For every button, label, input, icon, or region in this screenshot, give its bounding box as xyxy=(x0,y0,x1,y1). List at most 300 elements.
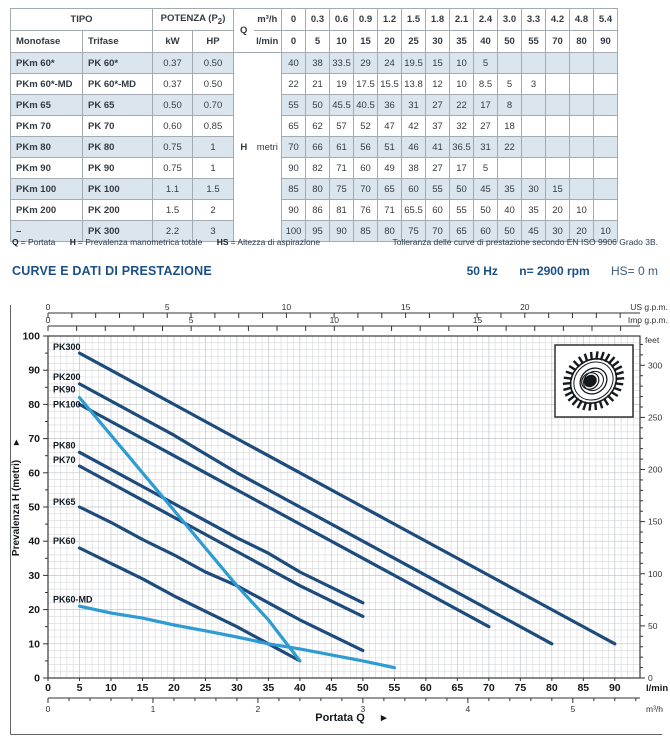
legend-item-h: H = Prevalenza manometrica totale xyxy=(69,237,203,247)
h-value-cell: 27 xyxy=(426,95,450,116)
flow-lmin-header: 70 xyxy=(546,31,570,53)
h-value-cell: 60 xyxy=(402,179,426,200)
kw-value: 0.37 xyxy=(153,74,193,95)
h-value-cell: 86 xyxy=(306,200,330,221)
performance-chart xyxy=(0,293,670,740)
svg-text:85: 85 xyxy=(577,682,590,694)
right-axis-feet xyxy=(640,335,662,683)
h-value-cell: 81 xyxy=(330,200,354,221)
trifase-model: PK 100 xyxy=(83,179,153,200)
legend-bar xyxy=(12,237,658,247)
svg-text:100: 100 xyxy=(648,568,663,579)
monofase-header: Monofase xyxy=(11,31,83,53)
flow-m3h-header: 1.8 xyxy=(426,9,450,31)
h-value-cell xyxy=(546,116,570,137)
flow-m3h-header: 1.5 xyxy=(402,9,426,31)
svg-text:25: 25 xyxy=(199,682,212,694)
h-value-cell: 40.5 xyxy=(354,95,378,116)
svg-text:35: 35 xyxy=(262,682,275,694)
pump-curves xyxy=(80,353,615,668)
monofase-model: PKm 60* xyxy=(11,53,83,74)
h-value-cell: 60 xyxy=(474,221,498,242)
svg-text:70: 70 xyxy=(483,682,495,694)
q-symbol: Q xyxy=(234,9,254,53)
suction-head-label: HS= 0 m xyxy=(610,264,658,278)
h-value-cell xyxy=(594,116,618,137)
tolerance-note: Tolleranza delle curve di prestazione secondo EN ISO 9906 Grado 3B. xyxy=(392,237,658,247)
metri-unit-label: metri xyxy=(254,53,282,242)
svg-text:20: 20 xyxy=(520,302,530,312)
pump-data-table xyxy=(10,8,618,242)
h-value-cell: 65 xyxy=(450,221,474,242)
h-value-cell: 90 xyxy=(330,221,354,242)
h-value-cell: 22 xyxy=(498,137,522,158)
h-value-cell: 45 xyxy=(474,179,498,200)
flow-m3h-header: 2.1 xyxy=(450,9,474,31)
monofase-model: PKm 80 xyxy=(11,137,83,158)
h-value-cell: 13.8 xyxy=(402,74,426,95)
hp-value: 0.50 xyxy=(193,74,234,95)
h-value-cell: 71 xyxy=(330,158,354,179)
flow-m3h-header: 0.9 xyxy=(354,9,378,31)
h-value-cell: 19.5 xyxy=(402,53,426,74)
bottom-axis-lmin xyxy=(45,678,668,694)
svg-text:Imp g.p.m.: Imp g.p.m. xyxy=(627,315,668,325)
h-value-cell: 12 xyxy=(426,74,450,95)
svg-text:0: 0 xyxy=(648,673,653,683)
h-value-cell xyxy=(546,158,570,179)
curve-label-PK60: PK60 xyxy=(53,536,76,547)
hp-value: 0.70 xyxy=(193,95,234,116)
svg-text:0: 0 xyxy=(45,682,51,694)
h-value-cell: 20 xyxy=(546,200,570,221)
h-value-cell: 10 xyxy=(450,53,474,74)
trifase-model: PK 60*-MD xyxy=(83,74,153,95)
h-value-cell: 75 xyxy=(402,221,426,242)
flow-lmin-header: 80 xyxy=(570,31,594,53)
curve-PK100 xyxy=(80,404,489,626)
table-row xyxy=(11,53,618,74)
table-row xyxy=(11,158,618,179)
flow-lmin-header: 35 xyxy=(450,31,474,53)
h-value-cell: 32 xyxy=(450,116,474,137)
legend-item-hs: HS = Altezza di aspirazione xyxy=(216,237,321,247)
curve-label-PK200: PK200 xyxy=(53,372,81,383)
monofase-model: PKm 200 xyxy=(11,200,83,221)
trifase-model: PK 90 xyxy=(83,158,153,179)
svg-text:100: 100 xyxy=(22,330,40,343)
h-value-cell: 17 xyxy=(450,158,474,179)
h-value-cell: 10 xyxy=(594,221,618,242)
flow-lmin-header: 0 xyxy=(282,31,306,53)
svg-text:2: 2 xyxy=(255,704,261,714)
h-value-cell: 71 xyxy=(378,200,402,221)
h-value-cell: 3 xyxy=(522,74,546,95)
svg-text:90: 90 xyxy=(28,364,40,377)
trifase-model: PK 80 xyxy=(83,137,153,158)
svg-text:US g.p.m.: US g.p.m. xyxy=(630,302,668,312)
h-value-cell: 65 xyxy=(282,116,306,137)
h-value-cell xyxy=(522,137,546,158)
h-value-cell xyxy=(594,53,618,74)
h-value-cell: 50 xyxy=(498,221,522,242)
h-value-cell: 75 xyxy=(330,179,354,200)
h-value-cell: 85 xyxy=(354,221,378,242)
table-row xyxy=(11,74,618,95)
h-value-cell: 95 xyxy=(306,221,330,242)
h-value-cell xyxy=(522,158,546,179)
flow-lmin-header: 50 xyxy=(498,31,522,53)
kw-value: 0.37 xyxy=(153,53,193,74)
table-row xyxy=(11,95,618,116)
kw-value: 0.75 xyxy=(153,137,193,158)
hp-header: HP xyxy=(193,31,234,53)
h-value-cell: 21 xyxy=(306,74,330,95)
svg-text:90: 90 xyxy=(608,682,621,694)
curve-label-PK90: PK90 xyxy=(53,384,76,395)
svg-text:150: 150 xyxy=(648,516,663,527)
h-value-cell xyxy=(570,158,594,179)
flow-lmin-header: 5 xyxy=(306,31,330,53)
h-value-cell: 5 xyxy=(474,53,498,74)
kw-value: 1.5 xyxy=(153,200,193,221)
h-value-cell: 82 xyxy=(306,158,330,179)
curve-label-PK70: PK70 xyxy=(53,454,76,465)
flow-m3h-header: 4.8 xyxy=(570,9,594,31)
h-value-cell xyxy=(522,53,546,74)
table-row xyxy=(11,179,618,200)
table-row xyxy=(11,116,618,137)
h-value-cell xyxy=(522,116,546,137)
svg-text:5: 5 xyxy=(164,302,170,312)
hp-value: 2 xyxy=(193,200,234,221)
h-value-cell xyxy=(498,53,522,74)
h-value-cell: 50 xyxy=(474,200,498,221)
svg-text:50: 50 xyxy=(28,501,40,514)
h-value-cell xyxy=(570,137,594,158)
h-value-cell: 33.5 xyxy=(330,53,354,74)
svg-text:15: 15 xyxy=(400,302,411,312)
h-value-cell xyxy=(546,74,570,95)
svg-text:3: 3 xyxy=(360,704,366,714)
h-value-cell: 35 xyxy=(522,200,546,221)
h-value-cell: 41 xyxy=(426,137,450,158)
h-value-cell: 65.5 xyxy=(402,200,426,221)
h-value-cell xyxy=(570,179,594,200)
monofase-model: PKm 90 xyxy=(11,158,83,179)
flow-lmin-header: 20 xyxy=(378,31,402,53)
h-value-cell: 52 xyxy=(354,116,378,137)
svg-text:75: 75 xyxy=(514,682,527,694)
h-value-cell xyxy=(594,158,618,179)
h-value-cell: 55 xyxy=(282,95,306,116)
section-heading xyxy=(12,264,658,278)
h-value-cell: 61 xyxy=(330,137,354,158)
h-value-cell xyxy=(594,200,618,221)
top-axis-imp-gpm xyxy=(46,315,668,331)
h-value-cell: 17.5 xyxy=(354,74,378,95)
svg-text:1: 1 xyxy=(150,704,156,714)
chart-grid xyxy=(48,336,640,678)
h-value-cell: 45 xyxy=(522,221,546,242)
svg-text:10: 10 xyxy=(329,315,340,325)
h-value-cell: 22 xyxy=(450,95,474,116)
svg-text:55: 55 xyxy=(388,682,401,694)
svg-text:50: 50 xyxy=(357,682,369,694)
h-value-cell: 5 xyxy=(474,158,498,179)
h-value-cell: 10 xyxy=(570,200,594,221)
hp-value: 3 xyxy=(193,221,234,242)
flow-m3h-header: 0.3 xyxy=(306,9,330,31)
svg-text:0: 0 xyxy=(45,315,51,325)
h-value-cell: 80 xyxy=(378,221,402,242)
h-value-cell xyxy=(570,116,594,137)
h-value-cell: 37 xyxy=(426,116,450,137)
svg-text:20: 20 xyxy=(28,604,40,617)
kw-header: kW xyxy=(153,31,193,53)
svg-text:40: 40 xyxy=(28,535,40,548)
curve-label-PK300: PK300 xyxy=(53,341,81,352)
h-value-cell: 76 xyxy=(354,200,378,221)
kw-value: 0.60 xyxy=(153,116,193,137)
flow-lmin-header: 40 xyxy=(474,31,498,53)
flow-lmin-header: 25 xyxy=(402,31,426,53)
h-value-cell: 57 xyxy=(330,116,354,137)
kw-value: 0.75 xyxy=(153,158,193,179)
h-value-cell xyxy=(546,53,570,74)
svg-text:60: 60 xyxy=(420,682,432,694)
h-value-cell: 36 xyxy=(378,95,402,116)
flow-m3h-header: 0.6 xyxy=(330,9,354,31)
table-header-row xyxy=(11,9,618,31)
h-value-cell xyxy=(594,95,618,116)
h-value-cell: 40 xyxy=(282,53,306,74)
svg-text:50: 50 xyxy=(648,620,658,631)
flow-lmin-header: 30 xyxy=(426,31,450,53)
table-row xyxy=(11,200,618,221)
flow-m3h-header: 4.2 xyxy=(546,9,570,31)
svg-text:10: 10 xyxy=(105,682,117,694)
h-value-cell xyxy=(570,95,594,116)
h-value-cell: 47 xyxy=(378,116,402,137)
svg-text:30: 30 xyxy=(231,682,243,694)
h-value-cell: 66 xyxy=(306,137,330,158)
h-value-cell xyxy=(594,137,618,158)
impeller-image xyxy=(551,339,636,423)
svg-text:0: 0 xyxy=(45,302,51,312)
legend-item-q: Q = Portata xyxy=(12,237,56,247)
svg-text:Portata Q: Portata Q xyxy=(315,712,365,724)
legend-definitions xyxy=(12,237,332,247)
hp-value: 0.50 xyxy=(193,53,234,74)
svg-text:40: 40 xyxy=(294,682,306,694)
h-value-cell: 10 xyxy=(450,74,474,95)
svg-text:80: 80 xyxy=(28,398,40,411)
kw-value: 1.1 xyxy=(153,179,193,200)
top-axis-us-gpm xyxy=(46,302,668,318)
axis-arrow-right: ▸ xyxy=(381,712,387,724)
svg-text:feet: feet xyxy=(645,335,660,345)
svg-text:200: 200 xyxy=(648,464,663,475)
h-value-cell xyxy=(546,137,570,158)
h-value-cell: 29 xyxy=(354,53,378,74)
x-axis-title xyxy=(315,712,387,724)
h-value-cell: 49 xyxy=(378,158,402,179)
h-value-cell: 90 xyxy=(282,158,306,179)
h-value-cell: 38 xyxy=(402,158,426,179)
svg-text:70: 70 xyxy=(28,433,40,446)
table-row xyxy=(11,137,618,158)
h-value-cell: 17 xyxy=(474,95,498,116)
h-value-cell: 19 xyxy=(330,74,354,95)
svg-text:0: 0 xyxy=(45,704,51,714)
h-value-cell: 50 xyxy=(306,95,330,116)
curve-PK300 xyxy=(80,353,615,644)
h-value-cell: 45.5 xyxy=(330,95,354,116)
flow-m3h-header: 3.0 xyxy=(498,9,522,31)
h-value-cell: 18 xyxy=(498,116,522,137)
h-value-cell: 31 xyxy=(402,95,426,116)
svg-text:m³/h: m³/h xyxy=(646,704,663,714)
monofase-model: PKm 65 xyxy=(11,95,83,116)
h-value-cell: 8.5 xyxy=(474,74,498,95)
m3h-unit-label: m³/h xyxy=(254,9,282,31)
trifase-model: PK 200 xyxy=(83,200,153,221)
svg-text:15: 15 xyxy=(136,682,149,694)
h-value-cell: 55 xyxy=(426,179,450,200)
h-value-cell xyxy=(498,158,522,179)
h-value-cell: 27 xyxy=(474,116,498,137)
h-value-cell: 100 xyxy=(282,221,306,242)
monofase-model: PKm 60*-MD xyxy=(11,74,83,95)
svg-text:30: 30 xyxy=(28,569,40,582)
h-value-cell xyxy=(570,74,594,95)
speed-label: n= 2900 rpm xyxy=(519,264,590,278)
h-value-cell: 55 xyxy=(450,200,474,221)
h-value-cell xyxy=(546,95,570,116)
operating-conditions xyxy=(449,264,658,278)
h-value-cell: 90 xyxy=(282,200,306,221)
flow-lmin-header: 10 xyxy=(330,31,354,53)
svg-text:10: 10 xyxy=(28,638,40,651)
h-value-cell: 62 xyxy=(306,116,330,137)
svg-text:0: 0 xyxy=(34,672,40,685)
h-value-cell xyxy=(522,95,546,116)
monofase-model: PKm 100 xyxy=(11,179,83,200)
curve-PK90 xyxy=(80,398,300,661)
flow-m3h-header: 5.4 xyxy=(594,9,618,31)
curve-label-PK100: PK100 xyxy=(53,399,81,410)
curve-label-PK65: PK65 xyxy=(53,496,76,507)
h-value-cell: 15 xyxy=(546,179,570,200)
svg-text:5: 5 xyxy=(76,682,83,694)
trifase-model: PK 300 xyxy=(83,221,153,242)
svg-text:5: 5 xyxy=(188,315,194,325)
h-value-cell: 42 xyxy=(402,116,426,137)
flow-lmin-header: 90 xyxy=(594,31,618,53)
svg-text:60: 60 xyxy=(28,467,40,480)
svg-text:Prevalenza H (metri): Prevalenza H (metri) xyxy=(11,459,22,557)
h-value-cell xyxy=(594,74,618,95)
flow-m3h-header: 2.4 xyxy=(474,9,498,31)
h-value-cell: 27 xyxy=(426,158,450,179)
potenza-header: POTENZA $(P_2)$ xyxy=(153,9,234,31)
svg-text:20: 20 xyxy=(168,682,180,694)
h-value-cell: 30 xyxy=(546,221,570,242)
flow-m3h-header: 1.2 xyxy=(378,9,402,31)
flow-m3h-header: 0 xyxy=(282,9,306,31)
svg-text:250: 250 xyxy=(648,412,663,423)
monofase-model: – xyxy=(11,221,83,242)
flow-m3h-header: 3.3 xyxy=(522,9,546,31)
svg-text:l/min: l/min xyxy=(646,683,669,694)
h-value-cell: 38 xyxy=(306,53,330,74)
h-value-cell: 36.5 xyxy=(450,137,474,158)
h-value-cell: 15 xyxy=(426,53,450,74)
svg-text:300: 300 xyxy=(648,360,663,371)
h-value-cell: 51 xyxy=(378,137,402,158)
hp-value: 1.5 xyxy=(193,179,234,200)
h-value-cell: 40 xyxy=(498,200,522,221)
svg-text:5: 5 xyxy=(570,704,576,714)
h-value-cell: 15.5 xyxy=(378,74,402,95)
h-value-cell: 24 xyxy=(378,53,402,74)
section-title: CURVE E DATI DI PRESTAZIONE xyxy=(12,264,212,278)
h-value-cell: 8 xyxy=(498,95,522,116)
frequency-label: 50 Hz xyxy=(466,264,498,278)
monofase-model: PKm 70 xyxy=(11,116,83,137)
table-header-row xyxy=(11,31,618,53)
hp-value: 0.85 xyxy=(193,116,234,137)
kw-value: 2.2 xyxy=(153,221,193,242)
tipo-header: TIPO xyxy=(11,9,153,31)
svg-text:4: 4 xyxy=(465,704,471,714)
h-value-cell: 50 xyxy=(450,179,474,200)
h-symbol: H xyxy=(234,53,254,242)
h-value-cell: 60 xyxy=(354,158,378,179)
axis-arrow-up: ▸ xyxy=(11,439,22,445)
kw-value: 0.50 xyxy=(153,95,193,116)
left-axis-metri xyxy=(22,331,48,685)
h-value-cell xyxy=(594,179,618,200)
y-axis-title xyxy=(11,439,22,556)
h-value-cell: 5 xyxy=(498,74,522,95)
h-value-cell: 70 xyxy=(426,221,450,242)
h-value-cell: 20 xyxy=(570,221,594,242)
h-value-cell: 80 xyxy=(306,179,330,200)
h-value-cell: 85 xyxy=(282,179,306,200)
h-value-cell: 70 xyxy=(354,179,378,200)
lmin-unit-label: l/min xyxy=(254,31,282,53)
h-value-cell: 35 xyxy=(498,179,522,200)
h-value-cell: 56 xyxy=(354,137,378,158)
h-value-cell: 30 xyxy=(522,179,546,200)
trifase-header: Trifase xyxy=(83,31,153,53)
h-value-cell: 65 xyxy=(378,179,402,200)
svg-text:80: 80 xyxy=(545,682,558,694)
flow-lmin-header: 55 xyxy=(522,31,546,53)
curve-label-PK60-MD: PK60-MD xyxy=(53,594,93,605)
svg-text:45: 45 xyxy=(325,682,338,694)
hp-value: 1 xyxy=(193,158,234,179)
curve-label-PK80: PK80 xyxy=(53,440,76,451)
h-value-cell xyxy=(570,53,594,74)
svg-text:65: 65 xyxy=(451,682,464,694)
svg-text:10: 10 xyxy=(281,302,292,312)
trifase-model: PK 70 xyxy=(83,116,153,137)
h-value-cell: 31 xyxy=(474,137,498,158)
trifase-model: PK 65 xyxy=(83,95,153,116)
